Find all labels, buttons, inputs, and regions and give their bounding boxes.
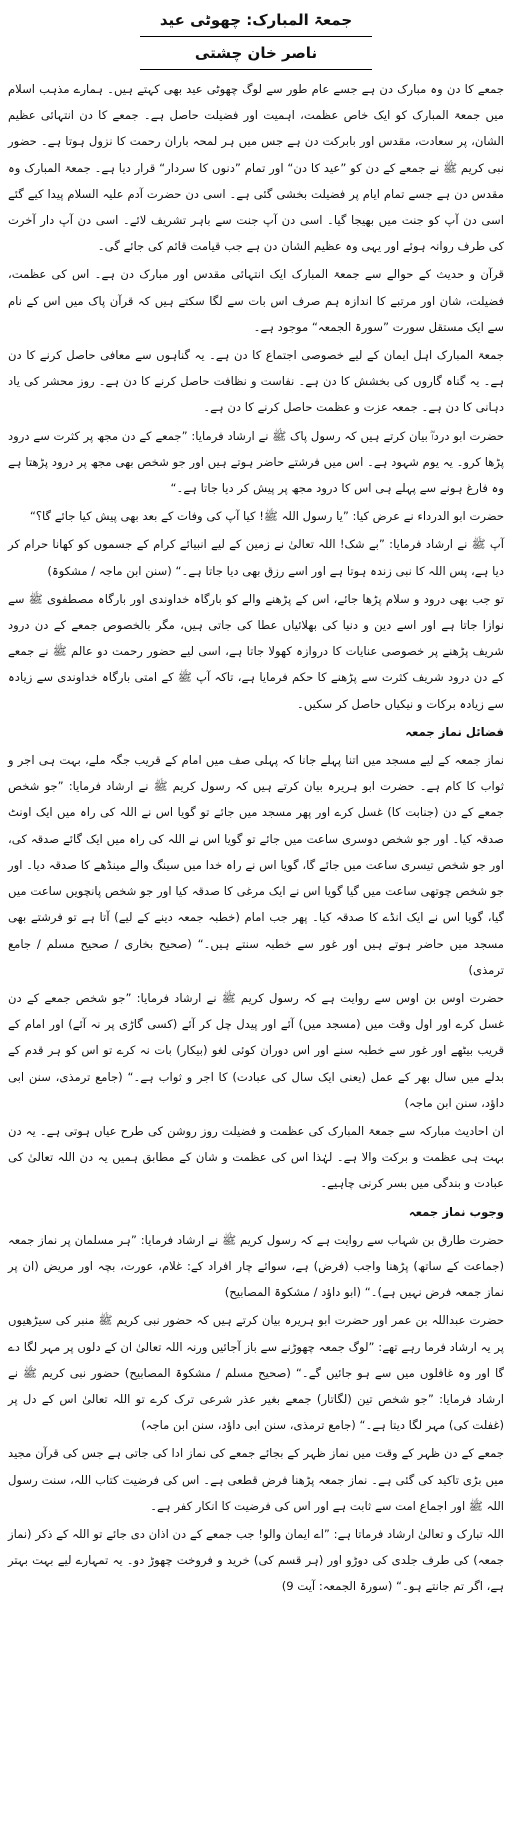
- paragraph-fard: جمعے کے دن ظہر کے وقت میں نماز ظہر کے بجائے جمعے کی نماز ادا کی جاتی ہے جس کی قرآن مجید میں بڑی تاکید کی گئی ہے۔ نماز جمعہ پڑھنا فرض قطعی ہے۔ اس کی فرضیت کتاب اللہ، سنت رسول اللہ ﷺ اور اجماع امت سے ثابت ہے اور اس کی فرضیت کا انکار کفر ہے۔: [8, 1446, 504, 1513]
- article-title: جمعۃ المبارک: چھوٹی عید: [159, 11, 353, 29]
- paragraph-answer: آپ ﷺ نے ارشاد فرمایا: ”بے شک! اللہ تعالیٰ نے زمین کے لیے انبیائے کرام کے جسموں کو کھانا حرام کر دیا ہے، پس اللہ کا نبی زندہ ہوتا ہے اور اسے رزق بھی دیا جاتا ہے۔“ (سنن ابن ماجہ / مشکوۃ): [8, 537, 504, 578]
- paragraph-intro: جمعے کا دن وہ مبارک دن ہے جسے عام طور سے لوگ چھوٹی عید بھی کہتے ہیں۔ ہمارے مذہب اسلام میں جمعۃ المبارک کو ایک خاص عظمت، اہمیت اور فضیلت حاصل ہے۔ جمعے کا دن انتہائی عظیم الشان، پر سعادت، مقدس اور بابرکت دن ہے جس میں ہر لمحہ باران رحمت کا نزول ہوتا ہے۔ حضور نبی کریم ﷺ نے جمعے کے دن کو ”عید کا دن“ اور تمام ”دنوں کا سردار“ قرار دیا ہے۔ جمعۃ المبارک وہ مقدس دن ہے جسے تمام ایام پر فضیلت بخشی گئی ہے۔ اسی دن حضرت آدم علیہ السلام پیدا کیے گئے اسی دن آپ کو جنت میں بھیجا گیا۔ اسی دن آپ جنت سے باہر تشریف لائے۔ اسی دن آپ دار آخرت کی طرف روانہ ہوئے اور یہی وہ عظیم الشان دن ہے جب قیامت قائم کی جائے گی۔: [8, 82, 504, 254]
- paragraph-tariq-hadith: حضرت طارق بن شہاب سے روایت ہے کہ رسول کریم ﷺ نے ارشاد فرمایا: ”ہر مسلمان پر نماز جمعہ (جماعت کے ساتھ) پڑھنا واجب (فرض) ہے، سوائے چار افراد کے: غلام، عورت، بچہ اور مریض (ان پر نماز جمعہ فرض نہیں ہے)۔“ (ابو داؤد / مشکوۃ المصابیح): [8, 1232, 504, 1300]
- paragraph-quran-verse: اللہ تبارک و تعالیٰ ارشاد فرماتا ہے: ”اے ایمان والو! جب جمعے کے دن اذان دی جائے تو اللہ کے ذکر (نماز جمعہ) کی طرف جلدی کی دوڑو اور (ہر قسم کی) خرید و فروخت چھوڑ دو۔ یہ تمہارے لیے بہت بہتر ہے، اگر تم جانتے ہو۔“ (سورۃ الجمعہ: آیت 9): [8, 1526, 504, 1594]
- paragraph-question: حضرت ابو الدرداء نے عرض کیا: ”یا رسول اللہ ﷺ! کیا آپ کی وفات کے بعد بھی پیش کیا جائے گا؟“: [29, 509, 504, 524]
- paragraph-warning-hadith: حضرت عبداللہ بن عمر اور حضرت ابو ہریرہ بیان کرتے ہیں کہ حضور نبی کریم ﷺ منبر کی سیڑھیوں پر یہ ارشاد فرما رہے تھے: ”لوگ جمعہ چھوڑنے سے باز آجائیں ورنہ اللہ تعالیٰ ان کے دلوں پر مہر لگا دے گا اور وہ غافلوں میں سے ہو جائیں گے۔“ (صحیح مسلم / مشکوۃ المصابیح) حضور نبی کریم ﷺ نے ارشاد فرمایا: ”جو شخص تین (لگاتار) جمعے بغیر عذر شرعی ترک کرے تو اللہ تعالیٰ اس کے دل پر (غفلت کی) مہر لگا دیتا ہے۔“ (جامع ترمذی، سنن ابی داؤد، سنن ابن ماجہ): [8, 1313, 504, 1433]
- paragraph-durood-hadith: حضرت ابو درداؓ بیان کرتے ہیں کہ رسول پاک ﷺ نے ارشاد فرمایا: ”جمعے کے دن مجھ پر کثرت سے درود پڑھا کرو۔ یہ یوم شہود ہے۔ اس میں فرشتے حاضر ہوتے ہیں اور جو شخص بھی مجھ پر درود پڑھتا ہے وہ فارغ ہونے سے پہلے ہی اس کا درود مجھ پر پیش کر دیا جاتا ہے۔“: [8, 428, 504, 496]
- paragraph-quran-hadith: قرآن و حدیث کے حوالے سے جمعۃ المبارک ایک انتہائی مقدس اور مبارک دن ہے۔ اس کی عظمت، فضیلت، شان اور مرتبے کا اندازہ ہم صرف اس بات سے لگا سکتے ہیں کہ قرآن پاک میں اس کے نام سے ایک مستقل سورت ”سورۃ الجمعہ“ موجود ہے۔: [8, 267, 504, 334]
- paragraph-conclusion: ان احادیث مبارکہ سے جمعۃ المبارک کی عظمت و فضیلت روز روشن کی طرح عیاں ہوتی ہے۔ یہ دن بہت ہی عظمت و برکت والا ہے۔ لہٰذا اس کی عظمت و شان کے مطابق ہمیں یہ دن اللہ تعالیٰ کی عبادت و بندگی میں بسر کرنی چاہیے۔: [8, 1123, 504, 1191]
- byline-divider: [140, 69, 372, 70]
- paragraph-aws-hadith: حضرت اوس بن اوس سے روایت ہے کہ رسول کریم ﷺ نے ارشاد فرمایا: ”جو شخص جمعے کے دن غسل کرے اور اول وقت میں (مسجد میں) آئے اور پیدل چل کر آئے (کسی گاڑی پر نہ آئے) اور امام کے قریب بیٹھے اور غور سے خطبہ سنے اور اس دوران کوئی لغو (بیکار) بات نہ کرے تو اس کو ہر قدم کے بدلے میں سال بھر کے عمل (یعنی ایک سال کی عبادت) کا اجر و ثواب ہے۔“ (جامع ترمذی، سنن ابی داؤد، سنن ابن ماجہ): [8, 990, 504, 1110]
- paragraph-gathering-day: جمعۃ المبارک اہل ایمان کے لیے خصوصی اجتماع کا دن ہے۔ یہ گناہوں سے معافی حاصل کرنے کا دن ہے۔ یہ گناہ گاروں کی بخشش کا دن ہے۔ نفاست و نظافت حاصل کرنے کا دن ہے۔ روز محشر کی یاد دہانی کا دن ہے۔ جمعہ عزت و عظمت حاصل کرنے کا دن ہے۔: [8, 348, 504, 415]
- section-heading-virtues: فضائل نماز جمعہ: [405, 724, 504, 739]
- title-divider: [140, 36, 372, 37]
- article-header: [8, 8, 504, 70]
- article-body: [8, 76, 504, 1600]
- paragraph-early-arrival: نماز جمعہ کے لیے مسجد میں اتنا پہلے جانا کہ پہلی صف میں امام کے قریب جگہ ملے، بہت ہی اجر و ثواب کا کام ہے۔ حضرت ابو ہریرہ بیان کرتے ہیں کہ رسول کریم ﷺ نے ارشاد فرمایا: ”جو شخص جمعے کے دن (جنابت کا) غسل کرے اور پھر مسجد میں جائے تو گویا اس نے اللہ کی راہ میں ایک اونٹ صدقہ کیا۔ اور جو شخص دوسری ساعت میں جائے تو گویا اس نے اللہ کی راہ میں ایک گائے صدقہ کی، اور جو شخص تیسری ساعت میں جائے گا، گویا اس نے راہ خدا میں سینگ والے مینڈھے کا صدقہ دیا۔ اور جو شخص چوتھی ساعت میں گیا گویا اس نے ایک مرغی کا صدقہ کیا اور جو شخص پانچویں ساعت میں گیا، گویا اس نے ایک انڈے کا صدقہ کیا۔ پھر جب امام (خطبہ جمعہ دینے کے لیے) آتا ہے تو فرشتے بھی مسجد میں حاضر ہوتے ہیں اور غور سے خطبہ سنتے ہیں۔“ (صحیح بخاری / صحیح مسلم / جامع ترمذی): [8, 753, 504, 977]
- section-heading-obligation: وجوب نماز جمعہ: [408, 1204, 504, 1219]
- author-byline: ناصر خان چشتی: [194, 44, 318, 62]
- paragraph-durood-blessings: تو جب بھی درود و سلام پڑھا جائے، اس کے پڑھنے والے کو بارگاہ خداوندی اور بارگاہ مصطفوی ﷺ سے نوازا جاتا ہے اور اسے دین و دنیا کی بھلائیاں عطا کی جاتی ہیں، مگر بالخصوص جمعے کے دن درود شریف پڑھنے پر خصوصی عنایات کا دروازہ کھولا جاتا ہے، اسی لیے حضور رحمت دو عالم ﷺ نے جمعے کے دن درود شریف کثرت سے پڑھنے کا حکم فرمایا ہے، تاکہ آپ ﷺ کے امتی بارگاہ خداوندی سے زیادہ سے زیادہ برکات و نیکیاں حاصل کر سکیں۔: [8, 591, 504, 711]
